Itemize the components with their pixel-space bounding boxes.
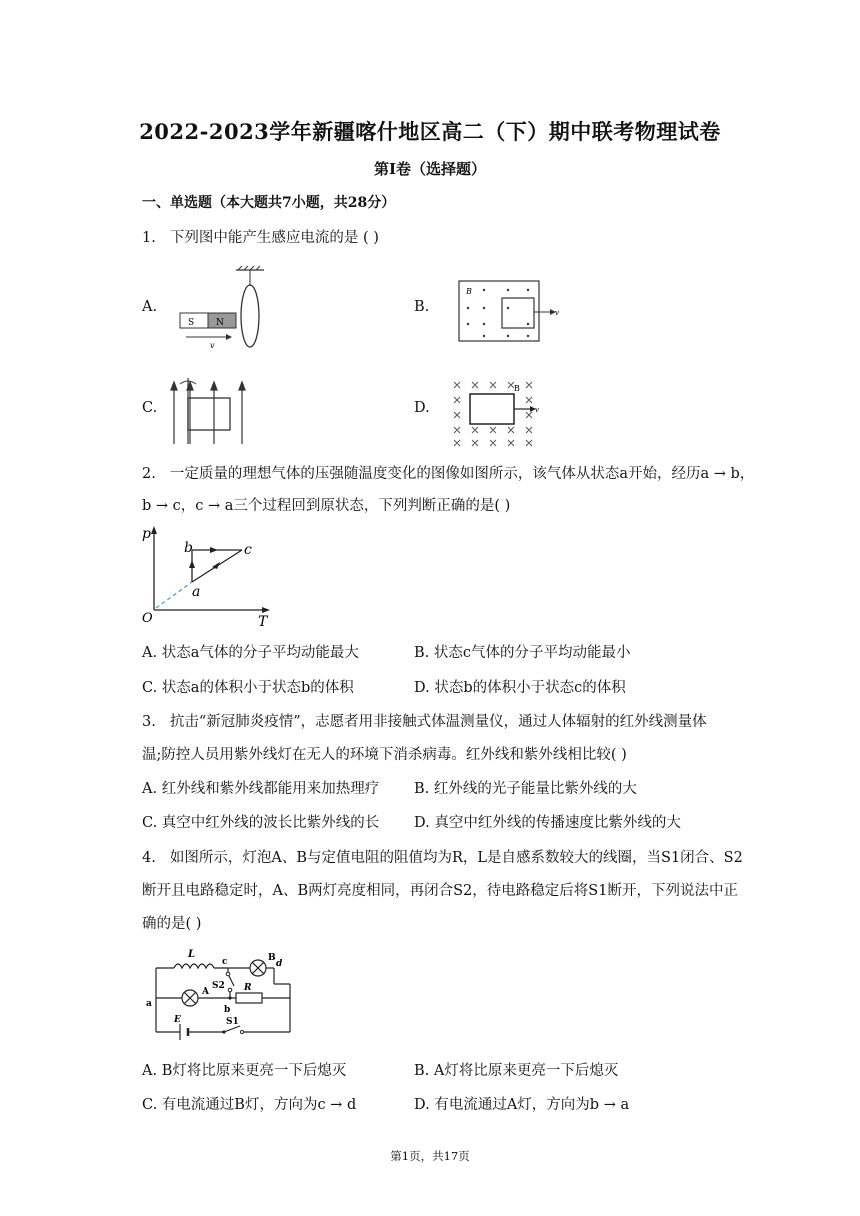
question-number: 3. — [142, 714, 156, 730]
q1-figure-a-magnet-ring — [176, 266, 266, 352]
question-3-stem-line-1 — [142, 710, 707, 731]
q1-figure-c-rotating-loop — [170, 378, 250, 446]
switch-s1-label: S1 — [226, 1017, 239, 1027]
question-number: 2. — [142, 466, 156, 482]
node-b-label: b — [224, 1005, 231, 1015]
battery-e-label: E — [174, 1015, 181, 1025]
q4-option-c[interactable]: C. 有电流通过B灯，方向为c → d — [142, 1097, 357, 1113]
question-text: 如图所示，灯泡A、B与定值电阻的阻值均为R，L是自感系数较大的线圈，当S1闭合、S2 — [169, 850, 743, 866]
magnet-n-label: N — [216, 318, 224, 328]
question-number: 4. — [142, 850, 156, 866]
q3-option-d[interactable]: D. 真空中红外线的传播速度比紫外线的大 — [414, 815, 681, 831]
question-text: 抗击“新冠肺炎疫情”，志愿者用非接触式体温测量仪，通过人体辐射的红外线测量体 — [169, 714, 707, 730]
question-text: 一定质量的理想气体的压强随温度变化的图像如图所示，该气体从状态a开始，经历a → b， — [169, 466, 755, 482]
node-d-label: d — [276, 959, 283, 969]
velocity-label-d: v — [535, 406, 539, 414]
q2-p-t-graph — [142, 524, 272, 630]
section-heading: 一、单选题（本大题共7小题，共28分） — [142, 195, 396, 211]
magnet-s-label: S — [188, 318, 195, 328]
q3-option-c[interactable]: C. 真空中红外线的波长比紫外线的长 — [142, 815, 380, 831]
switch-s2-label: S2 — [212, 981, 225, 991]
q4-option-a[interactable]: A. B灯将比原来更亮一下后熄灭 — [142, 1063, 347, 1079]
q3-option-b[interactable]: B. 红外线的光子能量比紫外线的大 — [414, 781, 637, 797]
question-4-stem-line-1 — [142, 846, 743, 867]
exam-title: 2022-2023学年新疆喀什地区高二（下）期中联考物理试卷 — [139, 119, 721, 144]
node-c-label: c — [222, 957, 228, 967]
q1-option-c-label: C. — [142, 400, 158, 416]
question-2-stem-line-1 — [142, 462, 754, 483]
question-1-stem — [142, 226, 379, 247]
q1-figure-b-dots-field — [458, 280, 568, 344]
q4-option-d[interactable]: D. 有电流通过A灯，方向为b → a — [414, 1097, 630, 1113]
question-4-stem-line-3: 确的是( ) — [142, 916, 202, 932]
q1-option-a-label: A. — [142, 299, 158, 315]
question-4-stem-line-2: 断开且电路稳定时，A、B两灯亮度相同，再闭合S2，待电路稳定后将S1断开，下列说法中正 — [142, 883, 738, 899]
axis-p-label: p — [142, 526, 151, 542]
q2-option-c[interactable]: C. 状态a的体积小于状态b的体积 — [142, 680, 354, 696]
node-a-label: a — [146, 999, 152, 1009]
q1-option-d-label: D. — [414, 400, 430, 416]
coil-l-label: L — [188, 949, 196, 960]
question-text: 下列图中能产生感应电流的是 ( ) — [169, 230, 379, 246]
q2-option-b[interactable]: B. 状态c气体的分子平均动能最小 — [414, 645, 631, 661]
state-c-label: c — [244, 542, 252, 558]
question-3-stem-line-2: 温;防控人员用紫外线灯在无人的环境下消杀病毒。红外线和紫外线相比较( ) — [142, 747, 627, 763]
question-number: 1. — [142, 230, 156, 246]
q4-circuit-diagram — [140, 944, 296, 1038]
axis-t-label: T — [258, 614, 268, 630]
part-heading: 第I卷（选择题） — [373, 160, 487, 178]
lamp-b-label: B — [268, 953, 276, 963]
state-b-label: b — [184, 540, 193, 556]
resistor-r-label: R — [244, 983, 252, 993]
q1-option-b-label: B. — [414, 299, 430, 315]
question-2-stem-line-2: b → c，c → a三个过程回到原状态，下列判断正确的是( ) — [142, 498, 511, 514]
field-b-label-d: B — [514, 384, 520, 393]
state-a-label: a — [192, 584, 201, 600]
field-b-label: B — [466, 287, 472, 296]
origin-label: O — [142, 611, 153, 626]
q3-option-a[interactable]: A. 红外线和紫外线都能用来加热理疗 — [142, 781, 380, 797]
q1-figure-d-cross-field — [448, 380, 548, 448]
q4-option-b[interactable]: B. A灯将比原来更亮一下后熄灭 — [414, 1063, 619, 1079]
q2-option-a[interactable]: A. 状态a气体的分子平均动能最大 — [142, 645, 359, 661]
velocity-label: v — [210, 341, 215, 350]
page-footer: 第1页，共17页 — [390, 1149, 470, 1163]
lamp-a-label: A — [202, 987, 209, 997]
velocity-label-b: v — [555, 309, 559, 317]
q2-option-d[interactable]: D. 状态b的体积小于状态c的体积 — [414, 680, 626, 696]
